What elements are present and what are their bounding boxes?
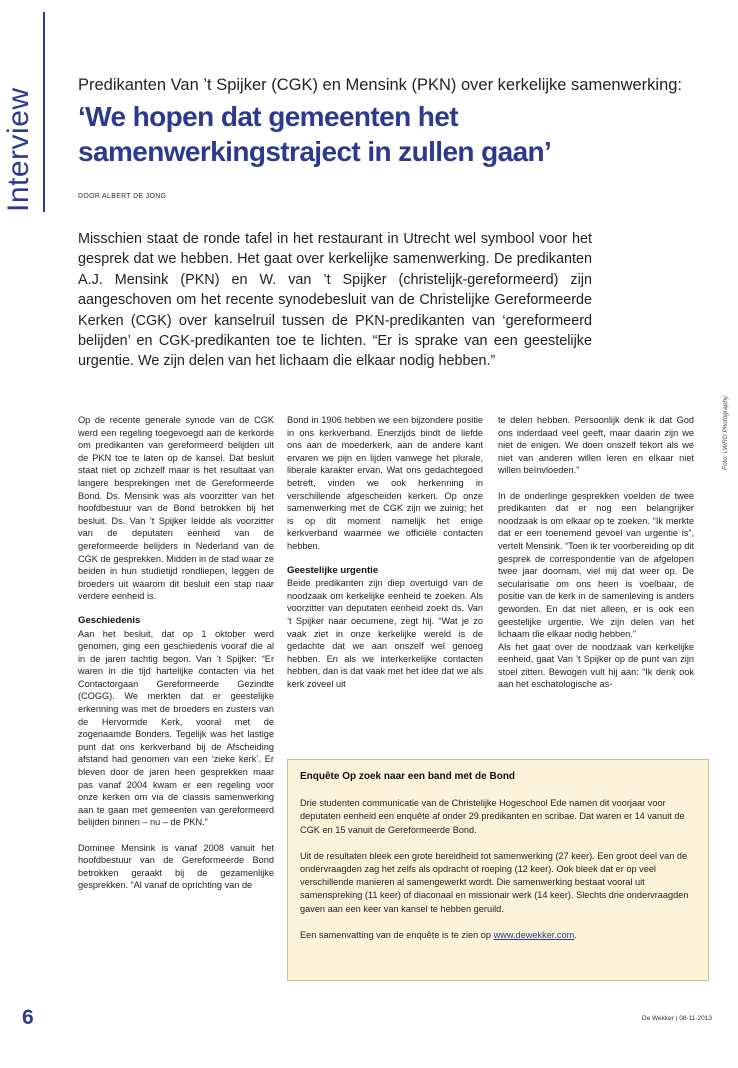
paragraph: Dominee Mensink is vanaf 2008 vanuit het hoofdbestuur van de Gereformeerde Bond betrokken geraakt bij de gezamenlijke gesprekken. “Al vanaf de oprichting van de bbox=[78, 842, 274, 891]
subheading: Geschiedenis bbox=[78, 614, 141, 626]
paragraph: Aan het besluit, dat op 1 oktober werd genomen, ging een geschiedenis vooraf die al in de jaren tachtig begon. Van ’t Spijker: “Er waren in die tijd hartelijke contacten via het Contactorgaan Gereformeerde Gezindte (COGG). We merkten dat er geestelijke erkenning was met de broeders en zusters van de Hervormde Kerk, vooral met de zogenaamde Bonders. Tegelijk was het lastige punt dat ons kerkverband bij de Afscheiding afstand had genomen van een ‘zieke kerk’. Er bleven door de jaren heen gesprekken maar pas vanaf 2004 kwam er een regeling voor onze kerken om via de classis samenwerking aan te gaan met gemeenten van gereformeerd belijden binnen – nu – de PKN.” bbox=[78, 628, 274, 828]
survey-sidebar-box bbox=[287, 759, 709, 981]
article-kicker: Predikanten Van ’t Spijker (CGK) en Mensink (PKN) over kerkelijke samenwerking: bbox=[78, 76, 683, 94]
paragraph: Bond in 1906 hebben we een bijzondere positie in ons kerkverband. Enerzijds bindt de liefde ons aan de moederkerk, aan de andere kant ervaren we pijn en lijden vanwege het plurale, liberale karakter ervan. Wat ons gedachtegoed betreft, vinden we ook herkenning in verschillende afgescheiden kerken. Op onze samenwerking met de CGK zijn we zuinig; het is op dit moment namelijk het enige kerkverband waarmee we officiële contacten hebben. bbox=[287, 415, 483, 551]
subheading: Geestelijke urgentie bbox=[287, 564, 379, 576]
website-link[interactable]: www.dewekker.com bbox=[493, 929, 575, 940]
byline: DOOR ALBERT DE JONG bbox=[78, 193, 167, 200]
headline-line-2: samenwerkingstraject in zullen gaan’ bbox=[78, 136, 552, 167]
section-rule bbox=[43, 12, 45, 212]
box-paragraph: Drie studenten communicatie van de Christelijke Hogeschool Ede namen dit voorjaar voor deputaten eenheid een enquête af onder 29 predikanten en scribae. Dat waren er 14 vanuit de CGK en 15 vanuit de Gereformeerde Bond. bbox=[300, 798, 685, 835]
paragraph: In de onderlinge gesprekken voelden de twee predikanten dat er nog een belangrijker noodzaak is om elkaar op te zoeken. “Ik merkte dat er een toenemend gevoel van urgentie is”, vertelt Mensink. “Toen ik ter voorbereiding op dit gesprek de correspondentie van de afgelopen twee jaar doornam, viel mij dat weer op. De secularisatie om ons heen is voelbaar, de positie van de kerk in de samenleving is anders geworden. En dat niet alleen, er is ook een geestelijke urgentie. We zijn delen van het lichaam die elkaar nodig hebben.” bbox=[498, 490, 694, 640]
paragraph: te delen hebben. Persoonlijk denk ik dat God ons inderdaad veel geeft, maar daarin zijn we niet de enigen. We doen onszelf tekort als we niet van anderen willen leren en elkaar niet willen beïnvloeden.” bbox=[498, 415, 694, 476]
box-paragraph: Uit de resultaten bleek een grote bereidheid tot samenwerking (27 keer). Een groot deel van de ondervraagden zag het zelfs als opdracht of roeping (12 keer). Ook bleek dat er op veel verschillende manieren al samengewerkt wordt. Die samenwerking bestaat vooral uit samenspreking (11 keer) of diaconaal en missionair werk (14 keer). Slechts drie ondervraagden gaven aan een keer van kansel te hebben geruild. bbox=[300, 850, 689, 914]
photo-credit: Foto: LWRD Photography bbox=[722, 395, 729, 470]
paragraph: Op de recente generale synode van de CGK werd een regeling toegevoegd aan de kerkorde om predikanten van gereformeerd belijden uit de PKN toe te laten op de kansel. Dat besluit staat niet op zichzelf maar is het resultaat van langere besprekingen met de Gereformeerde Bond. Ds. Mensink was als voorzitter van het hoofdbestuur van de Bond betrokken bij het besluit. Ds. Van ’t Spijker leidde als voorzitter van de deputaten eenheid van de gereformeerde belijders in Nederland van de CGK de gesprekken. Midden in de stad waar ze beiden in hun studietijd rondliepen, leggen de broeders uit waarom dit besluit een stap naar verdere eenheid is. bbox=[78, 415, 274, 602]
body-column-3 bbox=[498, 414, 694, 691]
box-text: Een samenvatting van de enquête is te zien op bbox=[300, 929, 494, 940]
box-title: Enquête Op zoek naar een band met de Bond bbox=[300, 771, 516, 782]
section-label: Interview bbox=[2, 87, 35, 212]
box-text: . bbox=[574, 929, 577, 940]
headline-line-1: ‘We hopen dat gemeenten het bbox=[78, 101, 458, 132]
article-headline bbox=[78, 99, 698, 169]
page-number: 6 bbox=[22, 1006, 34, 1029]
paragraph: Beide predikanten zijn diep overtuigd van de noodzaak om kerkelijke eenheid te zoeken. Als voorzitter van deputaten eenheid zoekt ds. Van ’t Spijker naar oecumene, zegt hij. “Wat je zo vaak ziet in onze kerkelijke wereld is de gedachte dat we aan onszelf wel genoeg hebben. En als we interkerkelijke contacten hebben, dan is dat vaak met het idee dat we als kerk zoveel uit bbox=[287, 578, 483, 689]
body-column-1 bbox=[78, 414, 274, 892]
publication-footer: De Wekker | 08-11-2013 bbox=[641, 1015, 712, 1022]
lead-paragraph: Misschien staat de ronde tafel in het restaurant in Utrecht wel symbool voor het gesprek dat we hebben. Het gaat over kerkelijke samenwerking. De predikanten A.J. Mensink (PKN) en W. van ’t Spijker (christelijk-gereformeerd) zijn aangeschoven om het recente synodebesluit van de Christelijke Gereformeerde Kerken (CGK) over kanselruil tussen de PKN-predikanten van ‘gereformeerd belijden’ en CGK-predikanten toe te lichten. “Er is sprake van een geestelijke urgentie. We zijn delen van het lichaam die elkaar nodig hebben.” bbox=[78, 231, 592, 370]
box-paragraph bbox=[300, 929, 696, 942]
paragraph: Als het gaat over de noodzaak van kerkelijke eenheid, gaat Van ’t Spijker op de punt van zijn stoel zitten. Bewogen vult hij aan: “Ik denk ook aan het eschatologische as- bbox=[498, 641, 694, 690]
body-column-2 bbox=[287, 414, 483, 690]
